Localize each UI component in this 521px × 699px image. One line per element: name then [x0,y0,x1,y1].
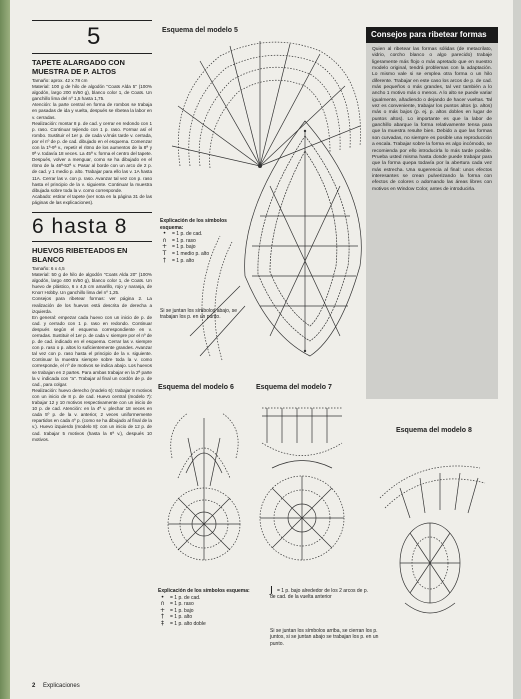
crochet-chart-model5 [160,36,370,386]
slip-stitch-icon: ∩ [162,236,167,244]
legend-row [158,608,258,615]
single-crochet-icon: + [159,606,166,614]
legend-text: = 1 p. raso [172,237,196,244]
model5-size: Tamaño: aprox. 42 x 78 cm [32,78,88,83]
page-footer [32,683,80,689]
diagram-title-model8: Esquema del modelo 8 [396,427,472,434]
legend-row [158,595,258,602]
legend-note-joining: Si se juntan los símbolos arriba, se cierran los p. juntos, si se juntan abajo se trabajan los p. en un punto. [270,628,379,647]
crochet-chart-model7 [252,398,352,578]
crochet-chart-model8 [360,438,500,628]
instructions-column [32,20,152,443]
page-edge-left [0,0,10,699]
legend-row [160,258,250,265]
diagram-title-model6: Esquema del modelo 6 [158,384,234,391]
model-range-heading: 6 hasta 8 [32,212,152,242]
double-crochet-icon: † [163,256,166,264]
chain-stitch-icon: • [162,230,167,238]
legend-row [158,621,258,628]
model6to8-material: Material: 50 g de hilo de algodón "Coats Alda 20" (100% algodón, largo 400 m/50 g), blanco color 1, de Coats. Un huevo de plástico, 6 x 4,5 cm amarillo, rojo y naranja, de Knorr Hobby. Un ganchillo lima del nº 1,25. [32,272,152,296]
legend-row [158,601,258,608]
sidebar-title: Consejos para ribetear formas [366,27,498,43]
crochet-chart-model6 [158,398,250,578]
legend-row [160,238,250,245]
symbol-legend-model6to8 [158,588,258,628]
legend-row [160,251,250,258]
legend-text: = 1 p. alto doble [170,620,206,627]
half-double-crochet-icon: T [162,249,167,257]
model6to8-title: HUEVOS RIBETEADOS EN BLANCO [32,245,128,264]
model5-attention: Atención: la parte central en forma de rombos se trabaja en pasadas de ida y vuelta, después se ribetea la labor en v. cerradas. [32,102,152,120]
model6to8-tips: Consejos para ribetear formas: ver página 2. La realización de los huevos está descrita de derecha a izquierda. [32,296,152,314]
legend-text: = 1 p. de cad. [172,231,203,238]
sidebar-body: Quien al ribetear las formas sólidas (de metacrilato, vidrio, corcho blanco o algo parecido) trabaje ligeramente más flojo o más apretado que en nuestro modelo original, tendrá problemas con la adaptación. Lo mismo vale si se emplea otra forma o un hilo diferente. Trabajar en este caso los arcos de p. de cad. más pequeños o más grandes, tal vez también a lo ancho 1 motivo más o menos. A lo alto se puede variar igualmente, añadiendo o dejando de hacer vueltas. Tal vez es conveniente, trabajar los puntos altos (p. altos) más o más bajos (p. ej. p. altos dobles en lugar de puntos altos). Lo importante es que la labor de ganchillo abarque la forma relativamente tensa para que la muestra resulte bien. Debido a que las formas son curvadas, no siempre es posible una reproducción a escala. Trabajar sobre la forma es algo incómodo, se recomienda por ello introducirla lo más tarde posible. Prueba usted misma hasta donde puede trabajar para que la forma quepa todavía por la abertura cada vez más estrecha. Una sugerencia al final: unos efectos interesantes se crean pulverizando la forma con efectos de colores o adornando las áreas libres con motivos en Window Color, antes de introducirla. [372,47,492,192]
model6to8-size: Tamaño: 6 x 4,5 [32,265,65,271]
legend-heading: Explicación de los símbolos esquema: [158,588,250,594]
legend-row [160,231,250,238]
tips-sidebar [366,27,498,399]
model5-realization: Realización: montar 8 p. de cad. y cerrar en redondo con 1 p. raso. Continuar tejiendo con 1 p. raso. Formar así el rombo. Sustituir el 1er p. de cada v./más tarde v. cerrada, por el nº de p. de cad. dibujado en el esquema. Comenzar con la 1ª-9ª v., repetir el ritmo de los aumentos de la 8ª y 9ª v. todavía 18 veces. La 45ª v. forma el centro del tapete. Después, volver a menguar, como se ha dibujado en el ritmo de la 46ª-52ª v. Pasar al borde con un arco de 2 p. de cad. y 1 medio p. alto. Trabajar para ello las v. 1A hasta 11A. Cerrar las v. con p. raso. Avanzar tal vez con p. raso hasta el principio de la v. siguiente. Continuar la muestra dibujada sobre toda la v. como corresponde. [32,120,152,193]
legend-row [158,614,258,621]
legend-text: = 1 p. de cad. [170,594,201,601]
diagram-title-model5: Esquema del modelo 5 [162,27,238,34]
legend-text: = 1 medio p. alto [172,250,210,257]
double-crochet-icon: † [161,613,164,621]
slip-stitch-icon: ∩ [160,600,165,608]
section-name: Explicaciones [43,683,80,689]
page-edge-right [513,0,521,699]
model5-finishing: Acabado: estirar el tapete (ver nota en la página 31 de las páginas de las explicaciones). [32,193,152,205]
symbol-legend-model5 [160,218,250,264]
legend-note-arc [270,585,370,601]
model5-material: Material: 100 g de hilo de algodón "Coats Alda 5" (100% algodón, largo 200 m/50 g), blanco color 1, de Coats. Un ganchillo lima del nº 1,5 hasta 1,75. [32,84,152,102]
model5-title: TAPETE ALARGADO CON MUESTRA DE P. ALTOS [32,58,125,76]
chain-stitch-icon: • [160,593,165,601]
page-number: 2 [32,683,36,689]
legend-text: = 1 p. alto [172,257,195,264]
legend-note-arc-text: = 1 p. bajo alrededor de los 2 arcos de p. de cad. de la vuelta anterior [270,588,368,601]
model6to8-general: En general: empezar cada huevo con un inicio de p. de cad. y cerrado con 1 p. raso en redondo. Continuar después según el esquema correspondiente en v. cerradas. Sustituir el 1er p. de cada v. siempre por el nº de p. de cad. indicado en el esquema. Cerrar las v. siempre con p. raso o p. altos lo suficientemente grandes. Avanzar tal vez con p. raso hasta el principio de la v. siguiente. Continuar la muestra siempre sobre toda la v. como corresponde, el nº de motivos se indica abajo. Los huevos se trabajan en 2 partes. Para ambas trabajar en la 2ª parte la v. indicada con "a". Trabajar al final un cordón de p. de cad., para colgar. [32,314,152,387]
legend-text: = 1 p. bajo [170,607,194,614]
legend-row [160,244,250,251]
model6to8-realization: Realización: huevo derecho (modelo 6): trabajar 8 motivos con un inicio de 8 p. de cad. Huevo central (modelo 7): trabajar 12 y 10 motivos respectivamente con un inicio de 10 p. de cad. Atención: en la 4ª v. plechar 18 veces en cada 5º p. de la v. anterior, 2 veces uniformemente repartidos en cada 4º p. (como se ha dibujado al final de la v.). Huevo izquierdo (modelo 8): con un inicio de 12 p. de cad. trabajar 5 motivos (hasta la 6ª v.), después 10 motivos. [32,387,152,442]
model-number: 5 [32,20,152,54]
treble-crochet-icon: ‡ [161,619,164,627]
legend-text: = 1 p. bajo [172,244,196,251]
single-crochet-icon: + [161,243,168,251]
legend-text: = 1 p. raso [170,601,194,608]
diagram-title-model7: Esquema del modelo 7 [256,384,332,391]
legend-heading: Explicación de los símbolos esquema: [160,218,227,231]
arc-stitch-icon: J [270,585,273,596]
legend-note-model5: Si se juntan los símbolos abajo, se trabajan los p. en un punto. [160,308,237,321]
legend-text: = 1 p. alto [170,614,193,621]
